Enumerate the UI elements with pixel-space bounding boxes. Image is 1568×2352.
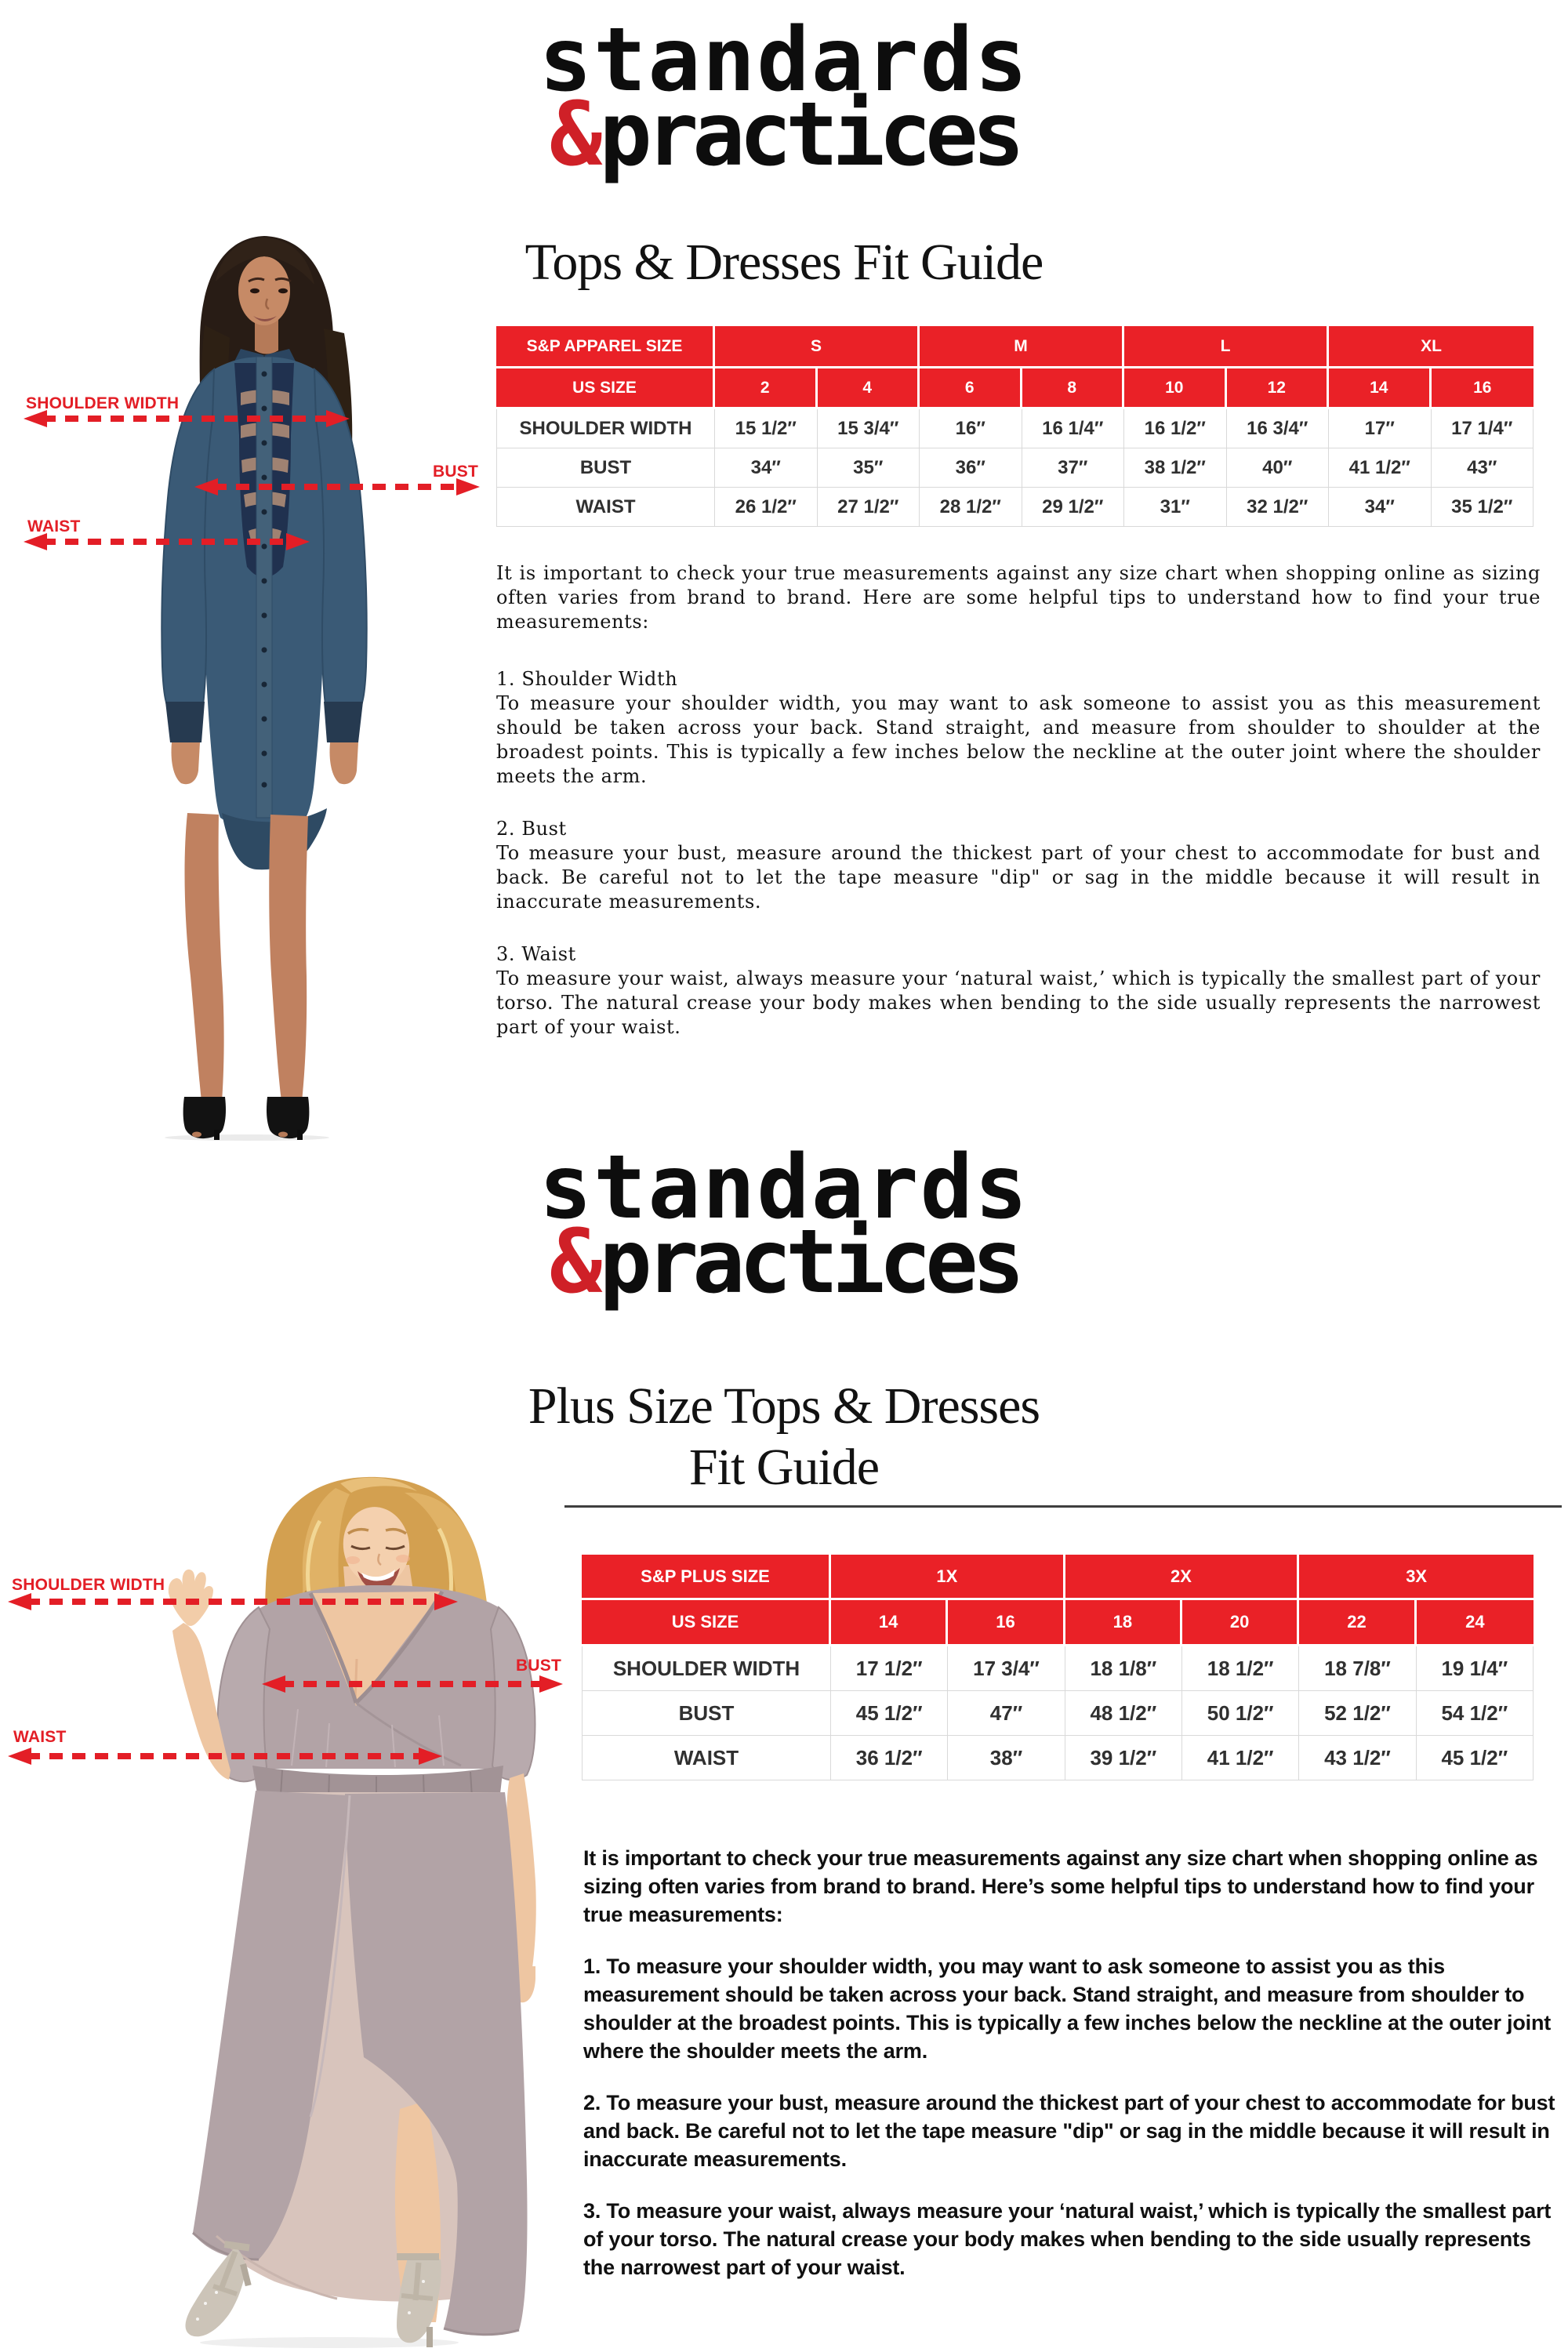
size-system-header: S&P APPAREL SIZE bbox=[496, 326, 715, 368]
table-row bbox=[496, 488, 1534, 527]
fit-tip-body: To measure your waist, always measure your ‘natural waist,’ which is typically the smallest part of your torso. The natural crease your body makes when bending to the side usually represents the narrowest part of your waist. bbox=[496, 967, 1541, 1038]
us-size-4: 4 bbox=[818, 368, 920, 409]
size-chart-table bbox=[496, 326, 1534, 527]
bust-label-plus: BUST bbox=[516, 1657, 561, 1675]
measure-value: 47″ bbox=[948, 1691, 1065, 1736]
measure-row-label: WAIST bbox=[582, 1736, 831, 1780]
us-size-8: 8 bbox=[1022, 368, 1125, 409]
waist-label-plus: WAIST bbox=[13, 1728, 67, 1746]
fit-tip bbox=[496, 942, 1541, 1040]
model-photo-standard bbox=[129, 231, 396, 1141]
measure-row-label: WAIST bbox=[496, 488, 715, 527]
measure-value: 18 1/2″ bbox=[1182, 1646, 1299, 1691]
waist-arrow bbox=[24, 532, 310, 552]
measure-value: 31″ bbox=[1124, 488, 1227, 527]
us-size-6: 6 bbox=[920, 368, 1022, 409]
size-group-XL: XL bbox=[1329, 326, 1534, 368]
brand-logo-line2-text: practices bbox=[599, 84, 1019, 186]
shoulder-width-label-plus: SHOULDER WIDTH bbox=[12, 1576, 165, 1594]
section2-tips bbox=[583, 1952, 1563, 2281]
us-size-18: 18 bbox=[1065, 1600, 1182, 1646]
us-size-10: 10 bbox=[1124, 368, 1227, 409]
bust-label: BUST bbox=[433, 463, 478, 481]
measure-value: 15 3/4″ bbox=[818, 409, 920, 448]
bust-arrow bbox=[194, 477, 480, 497]
measure-value: 28 1/2″ bbox=[920, 488, 1022, 527]
measure-row-label: SHOULDER WIDTH bbox=[582, 1646, 831, 1691]
size-chart-table bbox=[582, 1555, 1534, 1780]
brand-ampersand: & bbox=[549, 1211, 597, 1313]
measure-value: 37″ bbox=[1022, 448, 1125, 488]
measure-value: 16″ bbox=[920, 409, 1022, 448]
measure-value: 16 3/4″ bbox=[1227, 409, 1330, 448]
fit-tip bbox=[496, 817, 1541, 914]
fit-tip: 2. To measure your bust, measure around the thickest part of your chest to accommodate for bust and back. Be careful not to let the tape measure "dip" or sag in the middle because it will result in inaccurate measurements. bbox=[583, 2091, 1555, 2171]
section1-intro: It is important to check your true measurements against any size chart when shopping online as sizing often varies from brand to brand. Here are some helpful tips to understand how to find your true measurements: bbox=[496, 562, 1541, 633]
table-row bbox=[496, 409, 1534, 448]
fit-tip: 3. To measure your waist, always measure your ‘natural waist,’ which is typically the smallest part of your torso. The natural crease your body makes when bending to the side usually represents the narrowest part of your waist. bbox=[583, 2199, 1552, 2279]
brand-logo-line1: standards bbox=[539, 1137, 1029, 1239]
brand-logo-line2 bbox=[0, 1211, 1568, 1313]
measure-value: 17 3/4″ bbox=[948, 1646, 1065, 1691]
brand-logo-line2 bbox=[0, 84, 1568, 186]
size-chart-standard bbox=[496, 326, 1534, 527]
section1-text bbox=[496, 561, 1541, 1068]
measure-value: 19 1/4″ bbox=[1417, 1646, 1534, 1691]
section2-title-line2: Fit Guide bbox=[688, 1438, 880, 1496]
bust-arrow-plus bbox=[262, 1674, 563, 1694]
us-size-24: 24 bbox=[1417, 1600, 1534, 1646]
measure-value: 18 1/8″ bbox=[1065, 1646, 1182, 1691]
table-row bbox=[582, 1736, 1534, 1780]
measure-value: 45 1/2″ bbox=[831, 1691, 948, 1736]
measure-row-label: BUST bbox=[582, 1691, 831, 1736]
measure-value: 17 1/2″ bbox=[831, 1646, 948, 1691]
measure-value: 15 1/2″ bbox=[715, 409, 818, 448]
fit-tip-heading: 1. Shoulder Width bbox=[496, 668, 678, 690]
measure-value: 38″ bbox=[948, 1736, 1065, 1780]
us-size-12: 12 bbox=[1227, 368, 1330, 409]
measure-value: 41 1/2″ bbox=[1329, 448, 1432, 488]
us-size-header: US SIZE bbox=[496, 368, 715, 409]
measure-value: 54 1/2″ bbox=[1417, 1691, 1534, 1736]
table-row bbox=[582, 1646, 1534, 1691]
shoulder-width-arrow bbox=[24, 408, 350, 429]
measure-value: 38 1/2″ bbox=[1124, 448, 1227, 488]
measure-value: 17 1/4″ bbox=[1432, 409, 1534, 448]
us-size-16: 16 bbox=[948, 1600, 1065, 1646]
fit-tip: 1. To measure your shoulder width, you may want to ask someone to assist you as this measurement should be taken across your back. Stand straight, and measure from shoulder to shoulder at the broadest points. This is typically a few inches below the neckline at the outer joint where the shoulder meets the arm. bbox=[583, 1955, 1552, 2063]
measure-value: 43 1/2″ bbox=[1299, 1736, 1416, 1780]
us-size-20: 20 bbox=[1182, 1600, 1299, 1646]
measure-value: 34″ bbox=[715, 448, 818, 488]
size-group-S: S bbox=[715, 326, 920, 368]
section-divider bbox=[564, 1505, 1562, 1508]
measure-value: 45 1/2″ bbox=[1417, 1736, 1534, 1780]
measure-value: 35″ bbox=[818, 448, 920, 488]
us-size-16: 16 bbox=[1432, 368, 1534, 409]
brand-logo-line1: standards bbox=[539, 9, 1029, 111]
measure-value: 26 1/2″ bbox=[715, 488, 818, 527]
us-size-22: 22 bbox=[1299, 1600, 1416, 1646]
measure-value: 50 1/2″ bbox=[1182, 1691, 1299, 1736]
measure-value: 52 1/2″ bbox=[1299, 1691, 1416, 1736]
fit-tip-body: To measure your bust, measure around the thickest part of your chest to accommodate for bust and back. Be careful not to let the tape measure "dip" or sag in the middle because it will result in inaccurate measurements. bbox=[496, 842, 1541, 913]
brand-ampersand: & bbox=[549, 84, 597, 186]
us-size-14: 14 bbox=[1329, 368, 1432, 409]
measure-value: 41 1/2″ bbox=[1182, 1736, 1299, 1780]
measure-value: 16 1/2″ bbox=[1124, 409, 1227, 448]
measure-value: 39 1/2″ bbox=[1065, 1736, 1182, 1780]
measure-value: 34″ bbox=[1329, 488, 1432, 527]
waist-arrow-plus bbox=[8, 1746, 442, 1766]
fit-tip-heading: 3. Waist bbox=[496, 943, 576, 965]
section2-title-line1: Plus Size Tops & Dresses bbox=[528, 1377, 1040, 1435]
us-size-2: 2 bbox=[715, 368, 818, 409]
table-row bbox=[496, 448, 1534, 488]
shoulder-width-label: SHOULDER WIDTH bbox=[26, 394, 180, 412]
measure-value: 29 1/2″ bbox=[1022, 488, 1125, 527]
measure-value: 36 1/2″ bbox=[831, 1736, 948, 1780]
shoulder-width-arrow-plus bbox=[8, 1592, 458, 1612]
size-system-header: S&P PLUS SIZE bbox=[582, 1555, 831, 1600]
size-group-1X: 1X bbox=[831, 1555, 1065, 1600]
measure-value: 16 1/4″ bbox=[1022, 409, 1125, 448]
section1-tips bbox=[496, 667, 1541, 1040]
us-size-14: 14 bbox=[831, 1600, 948, 1646]
fit-tip-body: To measure your shoulder width, you may want to ask someone to assist you as this measurement should be taken across your back. Stand straight, and measure from shoulder to shoulder at the broadest points. This is typically a few inches below the neckline at the outer joint where the shoulder meets the arm. bbox=[496, 692, 1541, 787]
measure-value: 48 1/2″ bbox=[1065, 1691, 1182, 1736]
measure-row-label: SHOULDER WIDTH bbox=[496, 409, 715, 448]
brand-logo-top bbox=[0, 9, 1568, 186]
measure-value: 32 1/2″ bbox=[1227, 488, 1330, 527]
table-row bbox=[582, 1691, 1534, 1736]
size-group-3X: 3X bbox=[1299, 1555, 1534, 1600]
brand-logo-bottom bbox=[0, 1137, 1568, 1313]
size-chart-plus bbox=[582, 1555, 1534, 1780]
fit-tip bbox=[496, 667, 1541, 789]
measure-value: 17″ bbox=[1329, 409, 1432, 448]
fit-tip-heading: 2. Bust bbox=[496, 818, 567, 840]
measure-value: 27 1/2″ bbox=[818, 488, 920, 527]
waist-label: WAIST bbox=[27, 517, 81, 535]
measure-value: 40″ bbox=[1227, 448, 1330, 488]
measure-value: 18 7/8″ bbox=[1299, 1646, 1416, 1691]
size-group-L: L bbox=[1124, 326, 1329, 368]
size-group-M: M bbox=[920, 326, 1124, 368]
measure-row-label: BUST bbox=[496, 448, 715, 488]
size-group-2X: 2X bbox=[1065, 1555, 1300, 1600]
measure-value: 36″ bbox=[920, 448, 1022, 488]
us-size-header: US SIZE bbox=[582, 1600, 831, 1646]
measure-value: 43″ bbox=[1432, 448, 1534, 488]
section2-intro: It is important to check your true measurements against any size chart when shopping online as sizing often varies from brand to brand. Here’s some helpful tips to understand how to find your true measurements: bbox=[583, 1846, 1538, 1926]
measure-value: 35 1/2″ bbox=[1432, 488, 1534, 527]
section2-text bbox=[583, 1844, 1563, 2305]
brand-logo-line2-text: practices bbox=[599, 1211, 1019, 1313]
section1-title: Tops & Dresses Fit Guide bbox=[524, 234, 1044, 292]
